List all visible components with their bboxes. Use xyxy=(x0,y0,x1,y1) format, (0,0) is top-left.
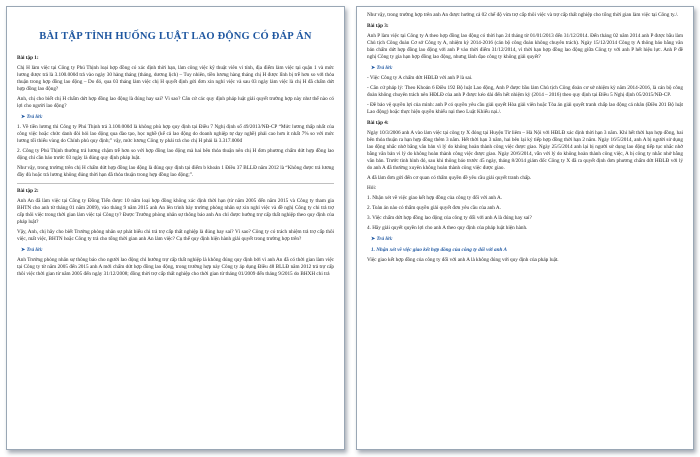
paragraph: - Căn cứ pháp lý: Theo Khoản 6 Điều 192 Bộ luật Lao động, Anh P được bầu làm Chủ tịch Công đoàn cơ sở nhiệm kỳ năm 2014-2016, là cán bộ công đoàn không chuyên trách nên HĐLĐ của anh P được kéo dài đến hết nhiệm kỳ (2014 – 2016) theo quy định tại Điều 5 Nghị định 05/2015/NĐ-CP. xyxy=(367,85,683,98)
paragraph: Như vậy, trong trường trên chị H chấm dứt hợp đồng lao động là đúng quy định tại điểm b khoản 1 Điều 37 BLLĐ năm 2012 là “Không được trả lương đầy đủ hoặc trả lương không đúng thời hạn đã thỏa thuận trong hợp đồng lao động;”. xyxy=(17,165,334,178)
paragraph: 1. Nhận xét về việc giao kết hợp đồng của công ty đối với anh A. xyxy=(367,195,502,201)
paragraph: Anh, chị cho biết chị H chấm dứt hợp đồng lao động là đúng hay sai? Vì sao? Căn cứ các quy định pháp luật giải quyết trường hợp này như thế nào có lợi cho người lao động? xyxy=(17,96,334,109)
paragraph: Vậy, Anh, chị hãy cho biết Trưởng phòng nhân sự phát biểu chi trả trợ cấp thất nghiệp là đúng hay sai? Vì sao? Công ty có trách nhiệm trả trợ cấp thôi việc, mất việc, BHTN hoặc Công ty trả cho tổng thời gian anh An làm việc? Cụ thể quy định hiện hành giải quyết trong trường hợp trên? xyxy=(17,229,334,242)
answer-heading: ➤ Trả lời: xyxy=(371,65,683,72)
paragraph: 4. Hãy giải quyết quyền lợi cho anh A theo quy định của pháp luật hiện hành. xyxy=(367,225,528,231)
paragraph: Anh Trưởng phòng nhân sự thông báo cho người lao động chỉ hưởng trợ cấp thất nghiệp là không đúng quy định bởi vì anh An đã có thời gian làm việc tại Công ty từ năm 2005 đến 2015 anh A mới chấm dứt hợp đồng lao động, trong trường hợp này Công ty áp dụng Điều 48 BLLĐ năm 2012 trả trợ cấp thôi việc thời gian từ năm 2005 đến ngày 31/12/2008; đồng thời trợ cấp thất nghiệp cho thời gian từ tháng 01/2009 đến tháng 9/2015 do BHXH chi trả xyxy=(17,257,334,277)
exercise-heading: Bài tập 1: xyxy=(17,55,39,61)
answer-subheading: 1. Nhận xét về việc giao kết hợp đồng của công ty đối với anh A xyxy=(371,247,507,253)
exercise-heading: Bài tập 2: xyxy=(17,188,39,194)
page-left-content xyxy=(7,7,344,278)
answer-heading: ➤ Trả lời: xyxy=(21,247,334,254)
exercise-heading: Bài tập 3: xyxy=(367,23,389,29)
paragraph: A đã làm đơn gửi đến cơ quan có thẩm quyền đề yêu cầu giải quyết tranh chấp. xyxy=(367,175,532,181)
paragraph: - Đề bảo vệ quyền lợi của mình: anh P có quyền yêu cầu giải quyết Hòa giải viên hoặc Tòa án giải quyết tranh chấp lao động cá nhân (Điều 201 Bộ luật Lao động) hoặc thực hiện quyền khiếu nại theo Luật Khiếu nại./. xyxy=(367,102,683,115)
paragraph: 2. Toàn án nào có thẩm quyền giải quyết đơn yêu cầu của anh A. xyxy=(367,205,501,211)
paragraph: 2. Công ty Phú Thịnh thường trả lương chậm trễ hơn so với hợp đồng lao động mà hai bên thỏa thuận nên chị H đơn phương chấm dứt hợp đồng lao động chỉ cần báo trước 03 ngày là đúng quy định pháp luật. xyxy=(17,148,334,161)
paragraph: Anh P làm việc tại Công ty A theo hợp đồng lao động có thời hạn 24 tháng từ 01/01/2013 đến 31/12/2014. Đến tháng 02 năm 2014 anh P được bầu làm Chủ tịch Công đoàn Cơ sở Công ty A, nhiệm kỳ 2014-2016 (cán bộ công đoàn không chuyên trách). Ngày 15/12/2014 Công ty A thông báo bằng văn bản chấm dứt hợp đồng lao động với anh P vào thời điểm 31/12/2014, vì thời hạn hợp đồng lao động giữa Công ty với anh P hết hiệu lực. Anh P đề nghị Công ty gia hạn hợp đồng lao động, nhưng lãnh đạo công ty không giải quyết? xyxy=(367,33,683,60)
paragraph: Như vậy, trong trường hợp trên anh An được hưởng cả 02 chế độ vừa trợ cấp thôi việc và trợ cấp thất nghiệp cho tổng thời gian làm việc tại Công ty./. xyxy=(367,12,679,18)
page-right-content xyxy=(357,7,693,264)
document-page-right xyxy=(356,6,694,450)
answer-heading: ➤ Trả lời: xyxy=(21,114,334,121)
paragraph: Hỏi: xyxy=(367,185,377,191)
paragraph: - Việc Công ty A chấm dứt HĐLĐ với anh P là sai. xyxy=(367,75,473,81)
paragraph: Ngày 10/3/2006 anh A vào làm việc tại công ty X đóng tại Huyện Từ liêm – Hà Nội với HĐLĐ xác định thời hạn 3 năm. Khi hết thời hạn hợp đồng, hai bên thỏa thuận ra hạn hợp đồng thêm 3 năm. Hết thời hạn 3 năm, hai bên lại ký tiếp hợp đồng thời hạn 2 năm. Ngày 16/5/2014, anh A bị người sử dụng lao động nhắc nhở bằng văn bản vì lý do không hoàn thành công việc được giao. Ngày 25/5/2014 anh lại bị người sử dụng lao động tiếp tục nhắc nhở bằng văn bản vì lý do không hoàn thành công việc được giao. Ngày 20/6/2014, vẫn với lý do không hoàn thành công việc, A bị công ty nhắc nhở bằng văn bản. Trước tình hình đó, sau khi thông báo trước 45 ngày, tháng 8/2014 giám đốc Công ty X đã ra quyết định đơn phương chấm dứt HĐLĐ với lý do anh A đã thường xuyên không hoàn thành công việc được giao. xyxy=(367,130,683,171)
paragraph: 1. Về tiền lương thì Công ty Phú Thịnh trả 3.100.000đ là không phù hợp quy định tại Điều 7 Nghị định số 49/2013/NĐ-CP “Mức lương thấp nhất của công việc hoặc chức danh đòi hỏi lao động qua đào tạo, học nghề (kể cả lao động do doanh nghiệp tự dạy nghề) phải cao hơn ít nhất 7% so với mức lương tối thiểu vùng do Chính phủ quy định;” vậy, mức lương Công ty phải trả cho chị H phải là 3.317.000đ xyxy=(17,124,334,144)
document-title: BÀI TẬP TÌNH HUỐNG LUẬT LAO ĐỘNG CÓ ĐÁP ÁN xyxy=(39,31,312,42)
document-page-left xyxy=(6,6,345,450)
paragraph: 3. Việc chấm dứt hợp đồng lao động của công ty đối với anh A là đúng hay sai? xyxy=(367,215,532,221)
paragraph: Anh An đã làm việc tại Công ty Đồng Tiến được 10 năm loại hợp đồng không xác định thời hạn (từ năm 2005 đến năm 2015 và Công ty tham gia BHTN cho anh từ tháng 01 năm 2009), vào tháng 9 năm 2015 anh An lên trình bày trường phòng nhân sự xin nghỉ việc và đề nghị Công ty chi trả trợ cấp thôi việc trong thời gian làm việc tại Công ty? Được Trưởng phòng nhân sự thông báo anh An chỉ được hưởng trợ cấp thất nghiệp theo quy định của pháp luật? xyxy=(17,198,334,225)
paragraph: Việc giao kết hợp đồng của công ty đối với anh A là không đúng với quy định của pháp luật. xyxy=(367,257,559,263)
section-divider xyxy=(17,183,334,184)
answer-heading: ➤ Trả lời: xyxy=(371,236,683,243)
paragraph: Chị H làm việc tại Công ty Phú Thịnh loại hợp đồng có xác định thời hạn, làm công việc kỹ thuật viên vi tính, địa điểm làm việc tại quận 1 và mức lương được trả là 3.100.000đ trả vào ngày 30 hàng tháng (tháng, dương lịch) – Tuy nhiên, tiền lương hàng tháng chị H được lĩnh bị trễ hơn so với thỏa thuận trong hợp đồng lao động – Do đó, qua 03 tháng làm việc chị H quyết định gửi đơn xin nghỉ việc và sau 03 ngày làm việc là chị H đã chấm dứt hợp đồng lao động? xyxy=(17,65,334,92)
exercise-heading: Bài tập 4: xyxy=(367,120,389,126)
